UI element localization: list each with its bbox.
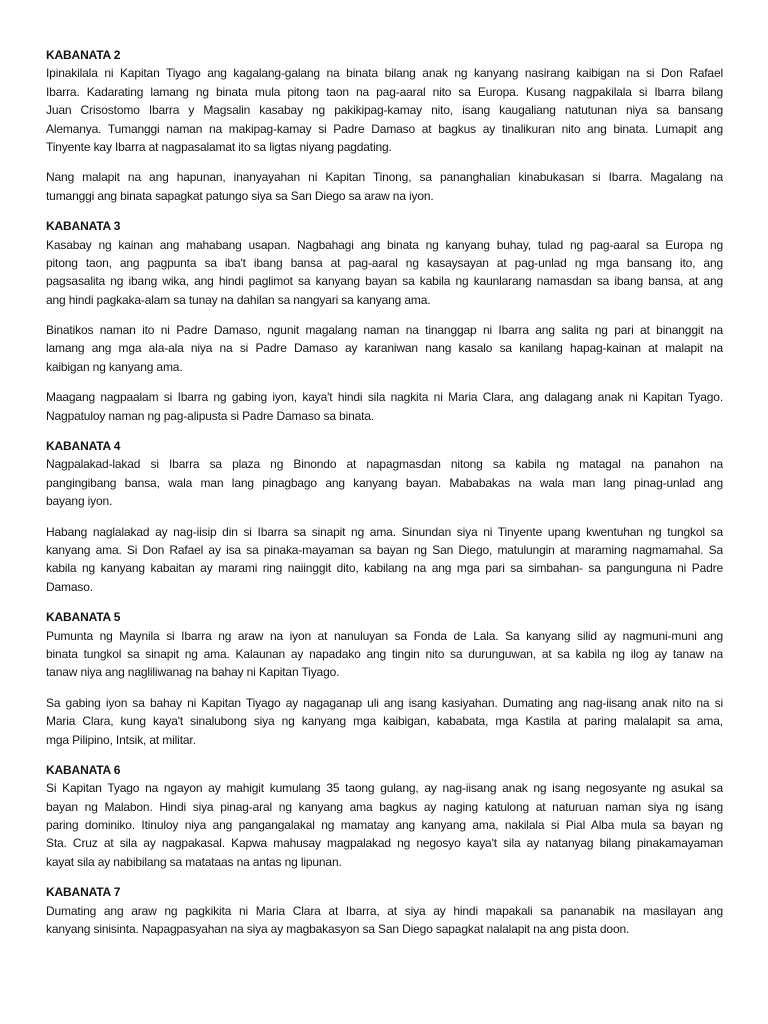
paragraph <box>46 694 723 749</box>
document-page <box>46 46 723 950</box>
chapter-section <box>46 217 723 425</box>
text-line: Si Kapitan Tyago na ngayon ay mahigit kumulang 35 taong gulang, ay nag-iisang anak ng isang negosyante ng asukal sa <box>46 781 723 796</box>
text-line: Damaso. <box>46 579 93 594</box>
text-line: kayat sila ay nabibilang sa matataas na antas ng lipunan. <box>46 854 342 869</box>
text-line: paring dominiko. Itinuloy niya ang pangangalakal ng mamatay ang kanyang ama, nakilala si Pial Alba mula sa bayan ng <box>46 818 723 833</box>
chapter-heading: KABANATA 4 <box>46 439 121 454</box>
text-line: tumanggi ang binata sapagkat patungo siya sa San Diego sa araw na iyon. <box>46 188 434 203</box>
text-line: mga Pilipino, Intsik, at militar. <box>46 732 196 747</box>
chapter-section <box>46 46 723 205</box>
text-line: Pumunta ng Maynila si Ibarra ng araw na iyon at nanuluyan sa Fonda de Lala. Sa kanyang silid ay nagmuni-muni ang <box>46 628 723 643</box>
chapter-section <box>46 608 723 749</box>
text-line: Nagpalakad-lakad si Ibarra sa plaza ng Binondo at napagmasdan nitong sa kabila ng matagal na panahon na <box>46 457 723 472</box>
paragraph <box>46 64 723 156</box>
text-line: Sa gabing iyon sa bahay ni Kapitan Tiyago ay nagaganap uli ang isang kasiyahan. Dumating ang nag-iisang anak nito na si <box>46 695 723 710</box>
chapter-heading: KABANATA 7 <box>46 885 121 900</box>
text-line: Sta. Cruz at sila ay nagpakasal. Kapwa mahusay magpalakad ng negosyo kaya't sila ay natanyag bilang pinakamayaman <box>46 836 723 851</box>
text-line: kanyang sinisinta. Napagpasyahan na siya ay magbakasyon sa San Diego sapagkat nalalapit na ang pista doon. <box>46 922 630 937</box>
text-line: kanyang ama. Si Don Rafael ay isa sa pinaka-mayaman sa bayan ng San Diego, matulungin at maraming nagmamahal. Sa <box>46 542 723 557</box>
text-line: lamang ang mga ala-ala niya na si Padre Damaso ay karaniwan nang kasalo sa kanilang hapag-kainan at malapit na <box>46 341 723 356</box>
text-line: Nang malapit na ang hapunan, inanyayahan ni Kapitan Tinong, sa pananghalian kinabukasan si Ibarra. Magalang na <box>46 170 723 185</box>
text-line: pagsasalita ng ibang wika, ang hindi paglimot sa kanyang bayan sa kabila ng kaunlarang namasdan sa ibang bansa, at ang <box>46 274 723 289</box>
text-line: pangingibang bansa, wala man lang pinagbago ang kanyang bayan. Mababakas na wala man lang pinag-unlad ang <box>46 475 723 490</box>
chapter-section <box>46 437 723 596</box>
text-line: binata tungkol sa sinapit ng ama. Kalaunan ay napadako ang tingin nito sa durunguwan, at sa kabila ng ilog ay tanaw na <box>46 646 723 661</box>
text-line: bayang iyon. <box>46 494 113 509</box>
text-line: Habang naglalakad ay nag-iisip din si Ibarra sa sinapit ng ama. Sinundan siya ni Tinyente upang kwentuhan ng tungkol sa <box>46 524 723 539</box>
text-line: Ibarra. Kadarating lamang ng binata mula pitong taon na pag-aaral nito sa Europa. Kusang nagpakilala si Ibarra bilang <box>46 84 723 99</box>
text-line: Juan Crisostomo Ibarra y Magsalin kasabay ng pakikipag-kamay nito, isang kaugaliang natutunan niya sa bansang <box>46 103 723 118</box>
text-line: Dumating ang araw ng pagkikita ni Maria Clara at Ibarra, at siya ay hindi mapakali sa pananabik na masilayan ang <box>46 903 723 918</box>
chapter-section <box>46 761 723 871</box>
text-line: Maria Clara, kung kaya't sinalubong siya ng kanyang mga kaibigan, kababata, mga Kastila at paring malalapit sa ama, <box>46 714 723 729</box>
text-line: bayan ng Malabon. Hindi siya pinag-aral ng kanyang ama bagkus ay naging katulong at naturuan naman siya ng isang <box>46 799 723 814</box>
text-line: Alemanya. Tumanggi naman na makipag-kamay si Padre Damaso at bagkus ay tinalikuran nito ang binata. Lumapit ang <box>46 121 723 136</box>
text-line: ang hindi pagkaka-alam sa tunay na dahilan sa nangyari sa kanyang ama. <box>46 292 431 307</box>
text-line: Binatikos naman ito ni Padre Damaso, ngunit magalang naman na tinanggap ni Ibarra ang salita ng pari at binanggit na <box>46 323 723 338</box>
paragraph <box>46 902 723 939</box>
text-line: pitong taon, ang pagpunta sa iba't ibang bansa at pag-aaral ng kasaysayan at pag-unlad ng mga bansang ito, ang <box>46 255 723 270</box>
paragraph <box>46 168 723 205</box>
paragraph <box>46 455 723 510</box>
text-line: Maagang nagpaalam si Ibarra ng gabing iyon, kaya't hindi sila nagkita ni Maria Clara, ang dalagang anak ni Kapitan Tyago. <box>46 390 723 405</box>
text-line: Kasabay ng kainan ang mahabang usapan. Nagbahagi ang binata ng kanyang buhay, tulad ng pag-aaral sa Europa ng <box>46 237 723 252</box>
text-line: Nagpatuloy naman ng pag-alipusta si Padre Damaso sa binata. <box>46 408 375 423</box>
paragraph <box>46 236 723 310</box>
chapter-section <box>46 883 723 938</box>
paragraph <box>46 321 723 376</box>
paragraph <box>46 779 723 871</box>
text-line: Tinyente kay Ibarra at nagpasalamat ito sa ligtas niyang pagdating. <box>46 139 392 154</box>
text-line: tanaw niya ang nagliliwanag na bahay ni Kapitan Tiyago. <box>46 665 340 680</box>
chapter-heading: KABANATA 2 <box>46 48 121 62</box>
paragraph <box>46 388 723 425</box>
chapter-heading: KABANATA 3 <box>46 219 121 234</box>
chapter-heading: KABANATA 5 <box>46 610 121 625</box>
chapter-heading: KABANATA 6 <box>46 762 121 777</box>
paragraph <box>46 523 723 597</box>
text-line: kabila ng kanyang kabaitan ay marami ring naiinggit dito, kabilang na ang mga pari sa simbahan- sa pangunguna ni Padre <box>46 561 723 576</box>
text-line: Ipinakilala ni Kapitan Tiyago ang kagalang-galang na binata bilang anak ng kanyang nasirang kaibigan na si Don Rafael <box>46 66 723 81</box>
text-line: kaibigan ng kanyang ama. <box>46 359 183 374</box>
paragraph <box>46 627 723 682</box>
